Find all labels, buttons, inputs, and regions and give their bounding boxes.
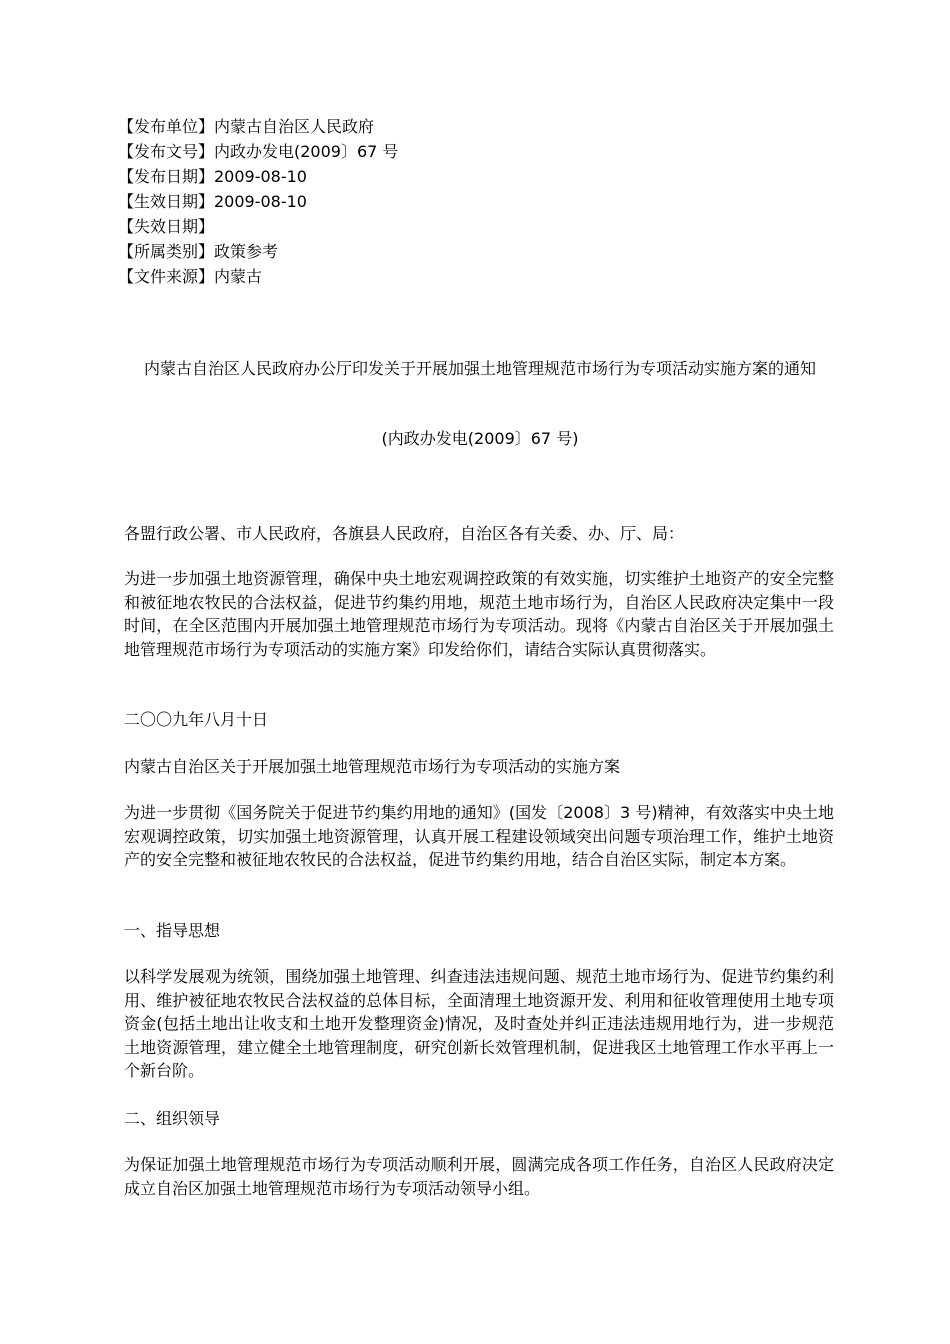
paragraph-notice: 为进一步加强土地资源管理，确保中央土地宏观调控政策的有效实施，切实维护土地资产的安全完整和被征地农牧民的合法权益，促进节约集约用地，规范土地市场行为，自治区人民政府决定集中一段时间，在全区范围内开展加强土地管理规范市场行为专项活动。现将《内蒙古自治区关于开展加强土地管理规范市场行为专项活动的实施方案》印发给你们，请结合实际认真贯彻落实。: [124, 569, 834, 659]
paragraph-organization: 为保证加强土地管理规范市场行为专项活动顺利开展，圆满完成各项工作任务，自治区人民政府决定成立自治区加强土地管理规范市场行为专项活动领导小组。: [124, 1155, 834, 1198]
meta-publish-date: 【发布日期】2009-08-10: [118, 167, 307, 186]
meta-category: 【所属类别】政策参考: [118, 242, 279, 261]
meta-expiry-date: 【失效日期】: [118, 217, 215, 236]
issue-date: 二〇〇九年八月十日: [124, 710, 269, 729]
paragraph-plan-intro: 为进一步贯彻《国务院关于促进节约集约用地的通知》(国发〔2008〕3 号)精神，有效落实中央土地宏观调控政策，切实加强土地资源管理，认真开展工程建设领域突出问题专项治理工作，维护土地资产的安全完整和被征地农牧民的合法权益，促进节约集约用地，结合自治区实际，制定本方案。: [124, 803, 834, 869]
meta-effective-date: 【生效日期】2009-08-10: [118, 192, 307, 211]
document-number-line: (内政办发电(2009〕67 号): [381, 429, 579, 448]
document-metadata: [118, 114, 398, 289]
meta-source: 【文件来源】内蒙古: [118, 267, 263, 286]
section-heading-organization: 二、组织领导: [124, 1109, 221, 1128]
plan-title: 内蒙古自治区关于开展加强土地管理规范市场行为专项活动的实施方案: [124, 757, 621, 776]
meta-doc-number: 【发布文号】内政办发电(2009〕67 号: [118, 142, 399, 161]
meta-publisher: 【发布单位】内蒙古自治区人民政府: [118, 117, 375, 136]
section-heading-guiding-thought: 一、指导思想: [124, 921, 221, 940]
salutation: 各盟行政公署、市人民政府，各旗县人民政府，自治区各有关委、办、厅、局：: [124, 524, 685, 543]
document-title: 内蒙古自治区人民政府办公厅印发关于开展加强土地管理规范市场行为专项活动实施方案的通知: [143, 359, 816, 378]
paragraph-guiding-thought: 以科学发展观为统领，围绕加强土地管理、纠查违法违规问题、规范土地市场行为、促进节约集约利用、维护被征地农牧民合法权益的总体目标，全面清理土地资源开发、利用和征收管理使用土地专项资金(包括土地出让收支和土地开发整理资金)情况，及时查处并纠正违法违规用地行为，进一步规范土地资源管理，建立健全土地管理制度，研究创新长效管理机制，促进我区土地管理工作水平再上一个新台阶。: [124, 967, 834, 1080]
